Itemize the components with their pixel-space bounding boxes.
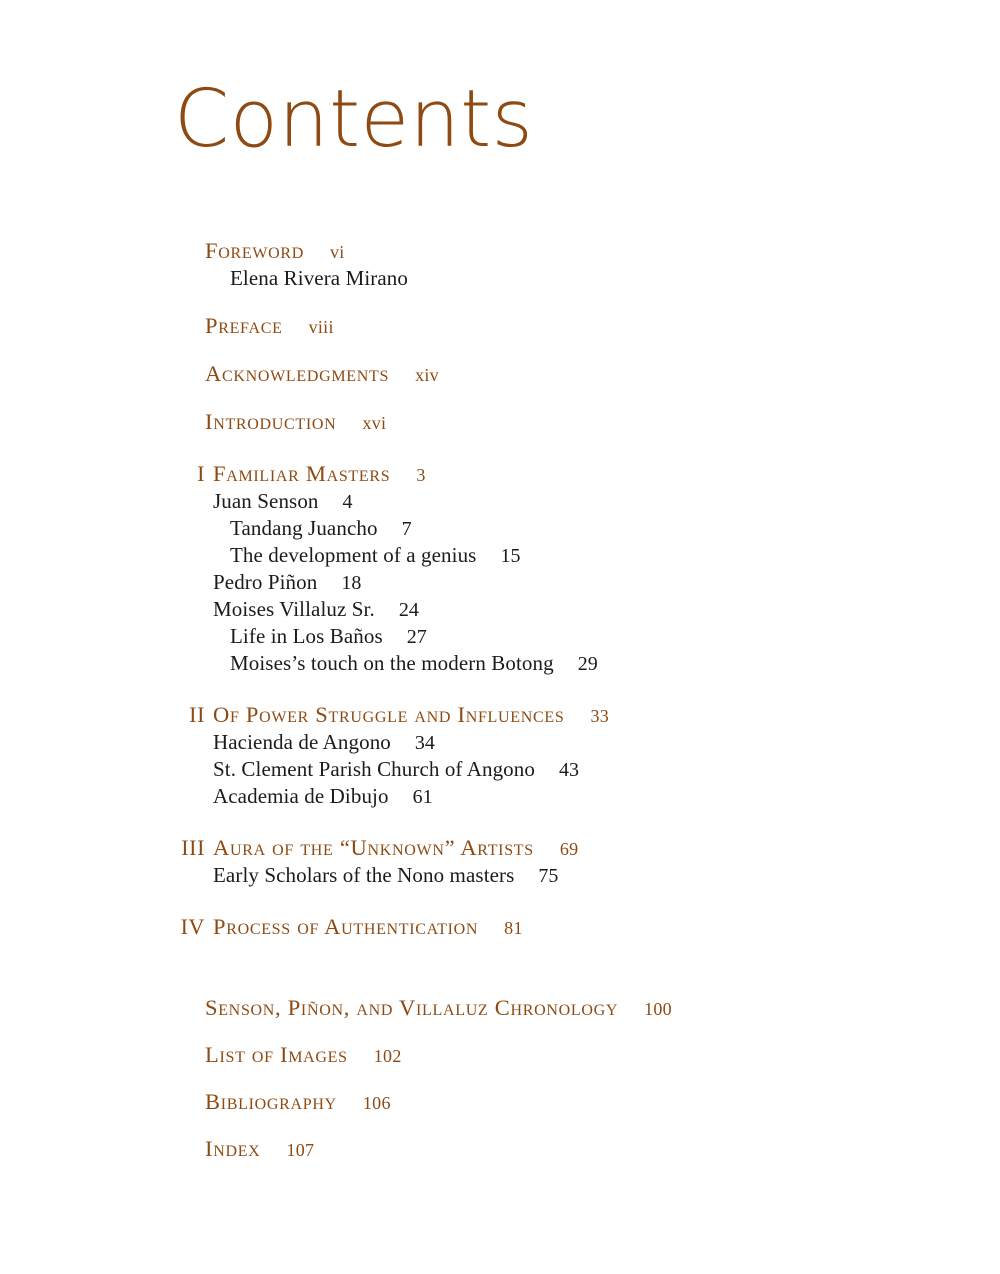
toc-chapter-4[interactable]: [0, 914, 1000, 940]
toc-entry-label: Moises Villaluz Sr.: [213, 597, 375, 621]
chapter-numeral: II: [189, 702, 205, 727]
chapter-title: Familiar Masters: [213, 461, 391, 486]
toc-subentry[interactable]: [0, 489, 1000, 514]
toc-entry-page: 34: [414, 732, 435, 754]
toc-entry-page: 29: [577, 653, 598, 675]
toc-entry-page: 61: [412, 786, 433, 808]
page-title: Contents: [174, 73, 534, 165]
chapter-page: 81: [504, 918, 523, 938]
toc-entry-page: xiv: [415, 365, 439, 385]
toc-subentry[interactable]: [0, 624, 1000, 649]
toc-subentry[interactable]: [0, 570, 1000, 595]
toc-chapter-3[interactable]: [0, 835, 1000, 861]
toc-entry-title: Foreword: [205, 238, 304, 263]
toc-entry-label: Life in Los Baños: [230, 624, 383, 648]
toc-entry-page: 4: [342, 491, 353, 513]
toc-entry-page: 75: [538, 865, 559, 887]
toc-entry-title: Index: [205, 1136, 261, 1161]
toc-entry-page: 15: [500, 545, 521, 567]
toc-entry-title: Senson, Piñon, and Villaluz Chronology: [205, 995, 619, 1020]
chapter-title: Aura of the “Unknown” Artists: [213, 835, 534, 860]
toc-entry-chronology[interactable]: [0, 995, 1000, 1021]
chapter-numeral: I: [197, 461, 205, 486]
toc-subentry[interactable]: [0, 730, 1000, 755]
toc-entry-page: 18: [341, 572, 362, 594]
chapter-page: 33: [590, 706, 610, 726]
toc-entry-bibliography[interactable]: [0, 1089, 1000, 1115]
toc-entry-page: 100: [644, 999, 672, 1019]
toc-entry-page: vi: [330, 242, 345, 262]
toc-subentry[interactable]: [0, 597, 1000, 622]
toc-subentry[interactable]: [0, 863, 1000, 888]
toc-entry-label: Hacienda de Angono: [213, 730, 391, 754]
toc-subentry[interactable]: [0, 757, 1000, 782]
toc-subentry[interactable]: [0, 516, 1000, 541]
toc-entry-acknowledgments[interactable]: [0, 361, 1000, 387]
toc-subentry[interactable]: [0, 784, 1000, 809]
toc-entry-label: Tandang Juancho: [230, 516, 378, 540]
toc-entry-label: Elena Rivera Mirano: [230, 266, 409, 290]
toc-entry-label: Early Scholars of the Nono masters: [213, 863, 515, 887]
toc-entry-page: 7: [401, 518, 412, 540]
toc-entry-label: Academia de Dibujo: [213, 784, 389, 808]
toc-entry-label: Juan Senson: [213, 489, 319, 513]
toc-subentry[interactable]: [0, 651, 1000, 676]
toc-entry-page: 27: [406, 626, 427, 648]
toc-entry-page: 102: [373, 1046, 402, 1066]
toc-entry-page: 107: [286, 1140, 315, 1160]
toc-chapter-1[interactable]: [0, 461, 1000, 487]
toc-chapter-2[interactable]: [0, 702, 1000, 728]
toc-entry-page: 24: [398, 599, 419, 621]
toc-entry-label: Moises’s touch on the modern Botong: [230, 651, 554, 675]
toc-entry-page: xvi: [362, 413, 387, 433]
toc-entry-foreword[interactable]: [0, 238, 1000, 264]
toc-entry-title: Acknowledgments: [205, 361, 390, 386]
toc-subentry[interactable]: [0, 543, 1000, 568]
chapter-title: Of Power Struggle and Influences: [213, 702, 565, 727]
toc-entry-page: 106: [362, 1093, 391, 1113]
chapter-numeral: IV: [180, 914, 205, 939]
table-of-contents: [0, 238, 1000, 1162]
toc-entry-list-of-images[interactable]: [0, 1042, 1000, 1068]
chapter-page: 69: [559, 839, 579, 859]
toc-entry-label: Pedro Piñon: [213, 570, 318, 594]
toc-entry-label: St. Clement Parish Church of Angono: [213, 757, 535, 781]
toc-entry-page: 43: [559, 759, 579, 781]
toc-entry-title: Introduction: [205, 409, 337, 434]
toc-entry-foreword-author: [0, 266, 1000, 291]
toc-entry-title: Preface: [205, 313, 283, 338]
toc-entry-introduction[interactable]: [0, 409, 1000, 435]
toc-entry-title: List of Images: [205, 1042, 348, 1067]
toc-entry-title: Bibliography: [205, 1089, 337, 1114]
toc-entry-preface[interactable]: [0, 313, 1000, 339]
chapter-numeral: III: [181, 835, 205, 860]
chapter-page: 3: [416, 465, 426, 485]
toc-entry-index[interactable]: [0, 1136, 1000, 1162]
toc-entry-label: The development of a genius: [230, 543, 477, 567]
chapter-title: Process of Authentication: [213, 914, 479, 939]
toc-entry-page: viii: [308, 317, 334, 337]
